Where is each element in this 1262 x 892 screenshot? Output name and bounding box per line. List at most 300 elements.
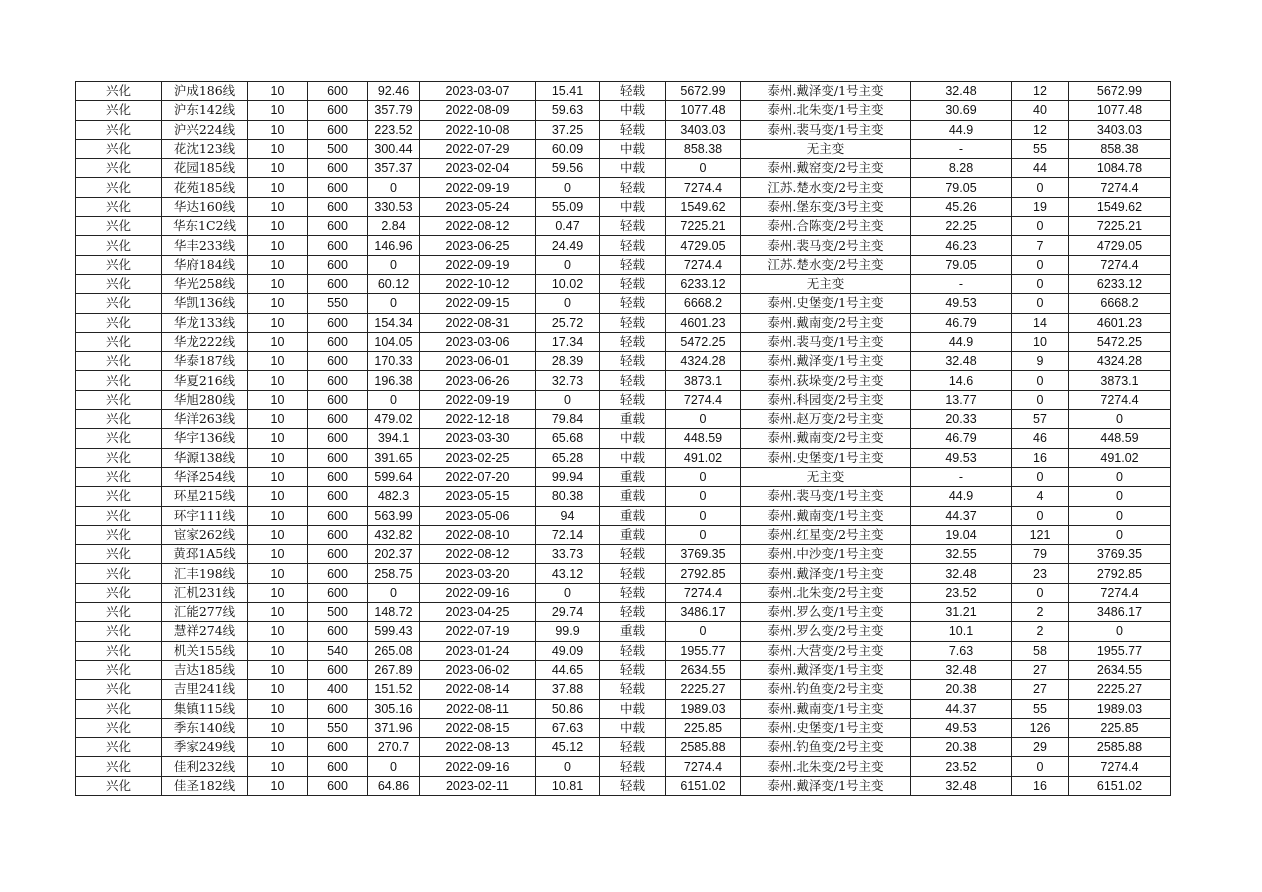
date-cell: 2023-05-15 [420,487,536,506]
transformer-load-rate-cell: 32.48 [911,776,1012,795]
load-rate-cell: 45.12 [536,738,600,757]
line-name-cell: 华旭280线 [162,390,248,409]
county-cell: 兴化 [76,660,162,679]
county-cell: 兴化 [76,525,162,544]
count-cell: 126 [1012,718,1069,737]
count-cell: 44 [1012,159,1069,178]
county-cell: 兴化 [76,197,162,216]
table-row [76,410,1171,429]
date-cell: 2023-06-25 [420,236,536,255]
table-row [76,718,1171,737]
table-row [76,352,1171,371]
load-status-cell: 轻载 [600,332,666,351]
load-status-cell: 重载 [600,622,666,641]
line-name-cell: 华夏216线 [162,371,248,390]
transformer-load-rate-cell: 79.05 [911,178,1012,197]
load-value-cell: 479.02 [368,410,420,429]
rated-capacity-cell: 600 [308,332,368,351]
count-cell: 2 [1012,603,1069,622]
county-cell: 兴化 [76,159,162,178]
county-cell: 兴化 [76,390,162,409]
line-name-cell: 华光258线 [162,274,248,293]
available-capacity-cell: 3486.17 [666,603,741,622]
voltage-cell: 10 [248,718,308,737]
table-row [76,583,1171,602]
rated-capacity-cell: 600 [308,159,368,178]
table-row [76,217,1171,236]
load-status-cell: 轻载 [600,564,666,583]
data-table [75,81,1171,796]
main-transformer-cell: 无主变 [741,467,911,486]
transformer-load-rate-cell: 23.52 [911,757,1012,776]
county-cell: 兴化 [76,583,162,602]
transformer-load-rate-cell: 7.63 [911,641,1012,660]
load-status-cell: 轻载 [600,603,666,622]
available-capacity-cell: 3769.35 [666,545,741,564]
main-transformer-cell: 泰州.红星变/2号主变 [741,525,911,544]
load-rate-cell: 94 [536,506,600,525]
transformer-load-rate-cell: 20.38 [911,680,1012,699]
table-row [76,448,1171,467]
rated-capacity-cell: 600 [308,776,368,795]
main-transformer-cell: 泰州.戴南变/1号主变 [741,506,911,525]
line-name-cell: 慧祥274线 [162,622,248,641]
available-capacity-cell: 2792.85 [666,564,741,583]
available-capacity-cell: 2585.88 [666,738,741,757]
load-status-cell: 轻载 [600,680,666,699]
available-capacity-cell: 491.02 [666,448,741,467]
main-transformer-cell: 江苏.楚水变/2号主变 [741,178,911,197]
line-name-cell: 华泰187线 [162,352,248,371]
table-row [76,429,1171,448]
spare-capacity-cell: 225.85 [1069,718,1171,737]
table-row [76,313,1171,332]
count-cell: 57 [1012,410,1069,429]
voltage-cell: 10 [248,178,308,197]
date-cell: 2023-01-24 [420,641,536,660]
count-cell: 0 [1012,757,1069,776]
load-rate-cell: 10.81 [536,776,600,795]
load-value-cell: 151.52 [368,680,420,699]
date-cell: 2022-08-15 [420,718,536,737]
load-value-cell: 154.34 [368,313,420,332]
count-cell: 27 [1012,660,1069,679]
load-value-cell: 391.65 [368,448,420,467]
load-value-cell: 258.75 [368,564,420,583]
line-name-cell: 佳圣182线 [162,776,248,795]
spare-capacity-cell: 0 [1069,410,1171,429]
spare-capacity-cell: 3873.1 [1069,371,1171,390]
line-name-cell: 吉里241线 [162,680,248,699]
rated-capacity-cell: 500 [308,139,368,158]
main-transformer-cell: 泰州.史堡变/1号主变 [741,448,911,467]
load-status-cell: 轻载 [600,82,666,101]
table-row [76,274,1171,293]
load-value-cell: 170.33 [368,352,420,371]
load-value-cell: 305.16 [368,699,420,718]
load-value-cell: 267.89 [368,660,420,679]
available-capacity-cell: 1077.48 [666,101,741,120]
table-row [76,525,1171,544]
rated-capacity-cell: 600 [308,622,368,641]
transformer-load-rate-cell: 44.9 [911,120,1012,139]
spare-capacity-cell: 5472.25 [1069,332,1171,351]
table-row [76,564,1171,583]
table-row [76,680,1171,699]
county-cell: 兴化 [76,410,162,429]
count-cell: 14 [1012,313,1069,332]
date-cell: 2022-09-19 [420,390,536,409]
date-cell: 2022-08-10 [420,525,536,544]
load-rate-cell: 80.38 [536,487,600,506]
line-name-cell: 机关155线 [162,641,248,660]
table-row [76,757,1171,776]
load-value-cell: 394.1 [368,429,420,448]
load-status-cell: 轻载 [600,352,666,371]
load-status-cell: 中载 [600,139,666,158]
date-cell: 2022-08-12 [420,217,536,236]
rated-capacity-cell: 600 [308,313,368,332]
main-transformer-cell: 无主变 [741,274,911,293]
load-rate-cell: 24.49 [536,236,600,255]
transformer-load-rate-cell: 14.6 [911,371,1012,390]
voltage-cell: 10 [248,622,308,641]
main-transformer-cell: 泰州.荻垛变/2号主变 [741,371,911,390]
line-name-cell: 宦家262线 [162,525,248,544]
date-cell: 2022-10-12 [420,274,536,293]
available-capacity-cell: 7225.21 [666,217,741,236]
load-value-cell: 270.7 [368,738,420,757]
county-cell: 兴化 [76,294,162,313]
voltage-cell: 10 [248,139,308,158]
count-cell: 19 [1012,197,1069,216]
available-capacity-cell: 7274.4 [666,255,741,274]
available-capacity-cell: 6151.02 [666,776,741,795]
county-cell: 兴化 [76,699,162,718]
voltage-cell: 10 [248,487,308,506]
spare-capacity-cell: 7225.21 [1069,217,1171,236]
spare-capacity-cell: 0 [1069,525,1171,544]
rated-capacity-cell: 600 [308,274,368,293]
count-cell: 7 [1012,236,1069,255]
rated-capacity-cell: 600 [308,564,368,583]
line-name-cell: 汇丰198线 [162,564,248,583]
available-capacity-cell: 6233.12 [666,274,741,293]
load-rate-cell: 28.39 [536,352,600,371]
main-transformer-cell: 泰州.合陈变/2号主变 [741,217,911,236]
main-transformer-cell: 无主变 [741,139,911,158]
transformer-load-rate-cell: 32.48 [911,660,1012,679]
voltage-cell: 10 [248,390,308,409]
rated-capacity-cell: 600 [308,429,368,448]
available-capacity-cell: 1955.77 [666,641,741,660]
rated-capacity-cell: 600 [308,82,368,101]
line-name-cell: 华龙222线 [162,332,248,351]
date-cell: 2022-08-13 [420,738,536,757]
load-value-cell: 563.99 [368,506,420,525]
table-row [76,255,1171,274]
line-name-cell: 华东1C2线 [162,217,248,236]
table-row [76,371,1171,390]
main-transformer-cell: 泰州.戴泽变/1号主变 [741,564,911,583]
line-name-cell: 季东140线 [162,718,248,737]
load-rate-cell: 72.14 [536,525,600,544]
line-name-cell: 花沈123线 [162,139,248,158]
spare-capacity-cell: 7274.4 [1069,390,1171,409]
line-name-cell: 环星215线 [162,487,248,506]
load-value-cell: 202.37 [368,545,420,564]
date-cell: 2023-05-06 [420,506,536,525]
available-capacity-cell: 0 [666,487,741,506]
count-cell: 0 [1012,255,1069,274]
main-transformer-cell: 泰州.裴马变/1号主变 [741,120,911,139]
rated-capacity-cell: 600 [308,506,368,525]
available-capacity-cell: 0 [666,525,741,544]
voltage-cell: 10 [248,680,308,699]
load-status-cell: 轻载 [600,660,666,679]
transformer-load-rate-cell: 44.9 [911,487,1012,506]
transformer-load-rate-cell: 20.33 [911,410,1012,429]
spare-capacity-cell: 6668.2 [1069,294,1171,313]
load-value-cell: 146.96 [368,236,420,255]
load-status-cell: 中载 [600,197,666,216]
load-rate-cell: 79.84 [536,410,600,429]
voltage-cell: 10 [248,506,308,525]
count-cell: 2 [1012,622,1069,641]
rated-capacity-cell: 600 [308,525,368,544]
load-value-cell: 357.37 [368,159,420,178]
date-cell: 2023-06-26 [420,371,536,390]
available-capacity-cell: 7274.4 [666,583,741,602]
transformer-load-rate-cell: 32.48 [911,82,1012,101]
county-cell: 兴化 [76,429,162,448]
available-capacity-cell: 225.85 [666,718,741,737]
table-row [76,294,1171,313]
transformer-load-rate-cell: 46.23 [911,236,1012,255]
rated-capacity-cell: 600 [308,660,368,679]
spare-capacity-cell: 3769.35 [1069,545,1171,564]
county-cell: 兴化 [76,545,162,564]
spare-capacity-cell: 7274.4 [1069,178,1171,197]
count-cell: 79 [1012,545,1069,564]
voltage-cell: 10 [248,467,308,486]
spare-capacity-cell: 6151.02 [1069,776,1171,795]
load-value-cell: 0 [368,178,420,197]
line-name-cell: 吉达185线 [162,660,248,679]
voltage-cell: 10 [248,776,308,795]
rated-capacity-cell: 600 [308,487,368,506]
main-transformer-cell: 泰州.大营变/2号主变 [741,641,911,660]
spare-capacity-cell: 4729.05 [1069,236,1171,255]
load-status-cell: 重载 [600,410,666,429]
transformer-load-rate-cell: 44.37 [911,506,1012,525]
date-cell: 2022-09-16 [420,583,536,602]
voltage-cell: 10 [248,217,308,236]
count-cell: 16 [1012,776,1069,795]
line-name-cell: 沪兴224线 [162,120,248,139]
rated-capacity-cell: 600 [308,352,368,371]
transformer-load-rate-cell: 45.26 [911,197,1012,216]
load-rate-cell: 0 [536,294,600,313]
main-transformer-cell: 泰州.中沙变/1号主变 [741,545,911,564]
load-value-cell: 330.53 [368,197,420,216]
load-status-cell: 轻载 [600,178,666,197]
transformer-load-rate-cell: 10.1 [911,622,1012,641]
available-capacity-cell: 1989.03 [666,699,741,718]
date-cell: 2022-10-08 [420,120,536,139]
count-cell: 46 [1012,429,1069,448]
voltage-cell: 10 [248,699,308,718]
table-row [76,139,1171,158]
line-name-cell: 沪成186线 [162,82,248,101]
main-transformer-cell: 泰州.赵万变/2号主变 [741,410,911,429]
transformer-load-rate-cell: 8.28 [911,159,1012,178]
spare-capacity-cell: 0 [1069,506,1171,525]
rated-capacity-cell: 600 [308,101,368,120]
load-rate-cell: 0.47 [536,217,600,236]
main-transformer-cell: 泰州.戴窑变/2号主变 [741,159,911,178]
voltage-cell: 10 [248,448,308,467]
load-rate-cell: 44.65 [536,660,600,679]
voltage-cell: 10 [248,564,308,583]
load-rate-cell: 37.25 [536,120,600,139]
available-capacity-cell: 0 [666,506,741,525]
table-row [76,467,1171,486]
available-capacity-cell: 448.59 [666,429,741,448]
table-row [76,101,1171,120]
load-status-cell: 重载 [600,506,666,525]
table-row [76,236,1171,255]
transformer-load-rate-cell: - [911,467,1012,486]
count-cell: 10 [1012,332,1069,351]
main-transformer-cell: 泰州.裴马变/1号主变 [741,487,911,506]
spare-capacity-cell: 2792.85 [1069,564,1171,583]
load-value-cell: 357.79 [368,101,420,120]
load-status-cell: 中载 [600,448,666,467]
line-name-cell: 环宇111线 [162,506,248,525]
table-row [76,699,1171,718]
county-cell: 兴化 [76,120,162,139]
available-capacity-cell: 0 [666,410,741,429]
load-status-cell: 轻载 [600,217,666,236]
transformer-load-rate-cell: 44.9 [911,332,1012,351]
county-cell: 兴化 [76,274,162,293]
voltage-cell: 10 [248,82,308,101]
load-rate-cell: 33.73 [536,545,600,564]
table-body [76,82,1171,796]
load-value-cell: 0 [368,583,420,602]
date-cell: 2022-09-19 [420,255,536,274]
rated-capacity-cell: 600 [308,448,368,467]
voltage-cell: 10 [248,429,308,448]
table-row [76,738,1171,757]
date-cell: 2023-06-02 [420,660,536,679]
available-capacity-cell: 4729.05 [666,236,741,255]
voltage-cell: 10 [248,757,308,776]
spare-capacity-cell: 448.59 [1069,429,1171,448]
date-cell: 2023-03-30 [420,429,536,448]
transformer-load-rate-cell: 31.21 [911,603,1012,622]
table-row [76,82,1171,101]
line-name-cell: 华源138线 [162,448,248,467]
count-cell: 0 [1012,274,1069,293]
main-transformer-cell: 泰州.戴泽变/1号主变 [741,776,911,795]
county-cell: 兴化 [76,332,162,351]
load-status-cell: 中载 [600,101,666,120]
date-cell: 2022-07-20 [420,467,536,486]
voltage-cell: 10 [248,545,308,564]
available-capacity-cell: 6668.2 [666,294,741,313]
table-row [76,332,1171,351]
voltage-cell: 10 [248,159,308,178]
county-cell: 兴化 [76,217,162,236]
main-transformer-cell: 泰州.戴南变/2号主变 [741,313,911,332]
date-cell: 2023-03-07 [420,82,536,101]
spare-capacity-cell: 1084.78 [1069,159,1171,178]
spare-capacity-cell: 5672.99 [1069,82,1171,101]
rated-capacity-cell: 600 [308,371,368,390]
load-rate-cell: 0 [536,390,600,409]
load-status-cell: 中载 [600,159,666,178]
county-cell: 兴化 [76,506,162,525]
table-row [76,506,1171,525]
transformer-load-rate-cell: 49.53 [911,718,1012,737]
main-transformer-cell: 泰州.史堡变/1号主变 [741,294,911,313]
voltage-cell: 10 [248,332,308,351]
available-capacity-cell: 2634.55 [666,660,741,679]
load-status-cell: 轻载 [600,274,666,293]
table-row [76,603,1171,622]
available-capacity-cell: 0 [666,159,741,178]
load-value-cell: 482.3 [368,487,420,506]
main-transformer-cell: 泰州.戴泽变/1号主变 [741,352,911,371]
voltage-cell: 10 [248,371,308,390]
spare-capacity-cell: 2585.88 [1069,738,1171,757]
transformer-load-rate-cell: 79.05 [911,255,1012,274]
load-value-cell: 148.72 [368,603,420,622]
line-name-cell: 华龙133线 [162,313,248,332]
load-value-cell: 0 [368,757,420,776]
load-status-cell: 中载 [600,429,666,448]
transformer-load-rate-cell: 30.69 [911,101,1012,120]
spare-capacity-cell: 4324.28 [1069,352,1171,371]
county-cell: 兴化 [76,352,162,371]
main-transformer-cell: 江苏.楚水变/2号主变 [741,255,911,274]
date-cell: 2022-07-29 [420,139,536,158]
line-name-cell: 华洋263线 [162,410,248,429]
county-cell: 兴化 [76,564,162,583]
transformer-load-rate-cell: 13.77 [911,390,1012,409]
available-capacity-cell: 3873.1 [666,371,741,390]
main-transformer-cell: 泰州.罗么变/1号主变 [741,603,911,622]
spare-capacity-cell: 7274.4 [1069,255,1171,274]
load-rate-cell: 99.94 [536,467,600,486]
main-transformer-cell: 泰州.裴马变/2号主变 [741,236,911,255]
count-cell: 58 [1012,641,1069,660]
spare-capacity-cell: 1955.77 [1069,641,1171,660]
transformer-load-rate-cell: 46.79 [911,313,1012,332]
line-name-cell: 华府184线 [162,255,248,274]
transformer-load-rate-cell: - [911,139,1012,158]
spare-capacity-cell: 0 [1069,622,1171,641]
available-capacity-cell: 7274.4 [666,390,741,409]
load-rate-cell: 65.68 [536,429,600,448]
load-rate-cell: 37.88 [536,680,600,699]
load-value-cell: 0 [368,255,420,274]
rated-capacity-cell: 600 [308,255,368,274]
transformer-load-rate-cell: 23.52 [911,583,1012,602]
date-cell: 2023-03-06 [420,332,536,351]
